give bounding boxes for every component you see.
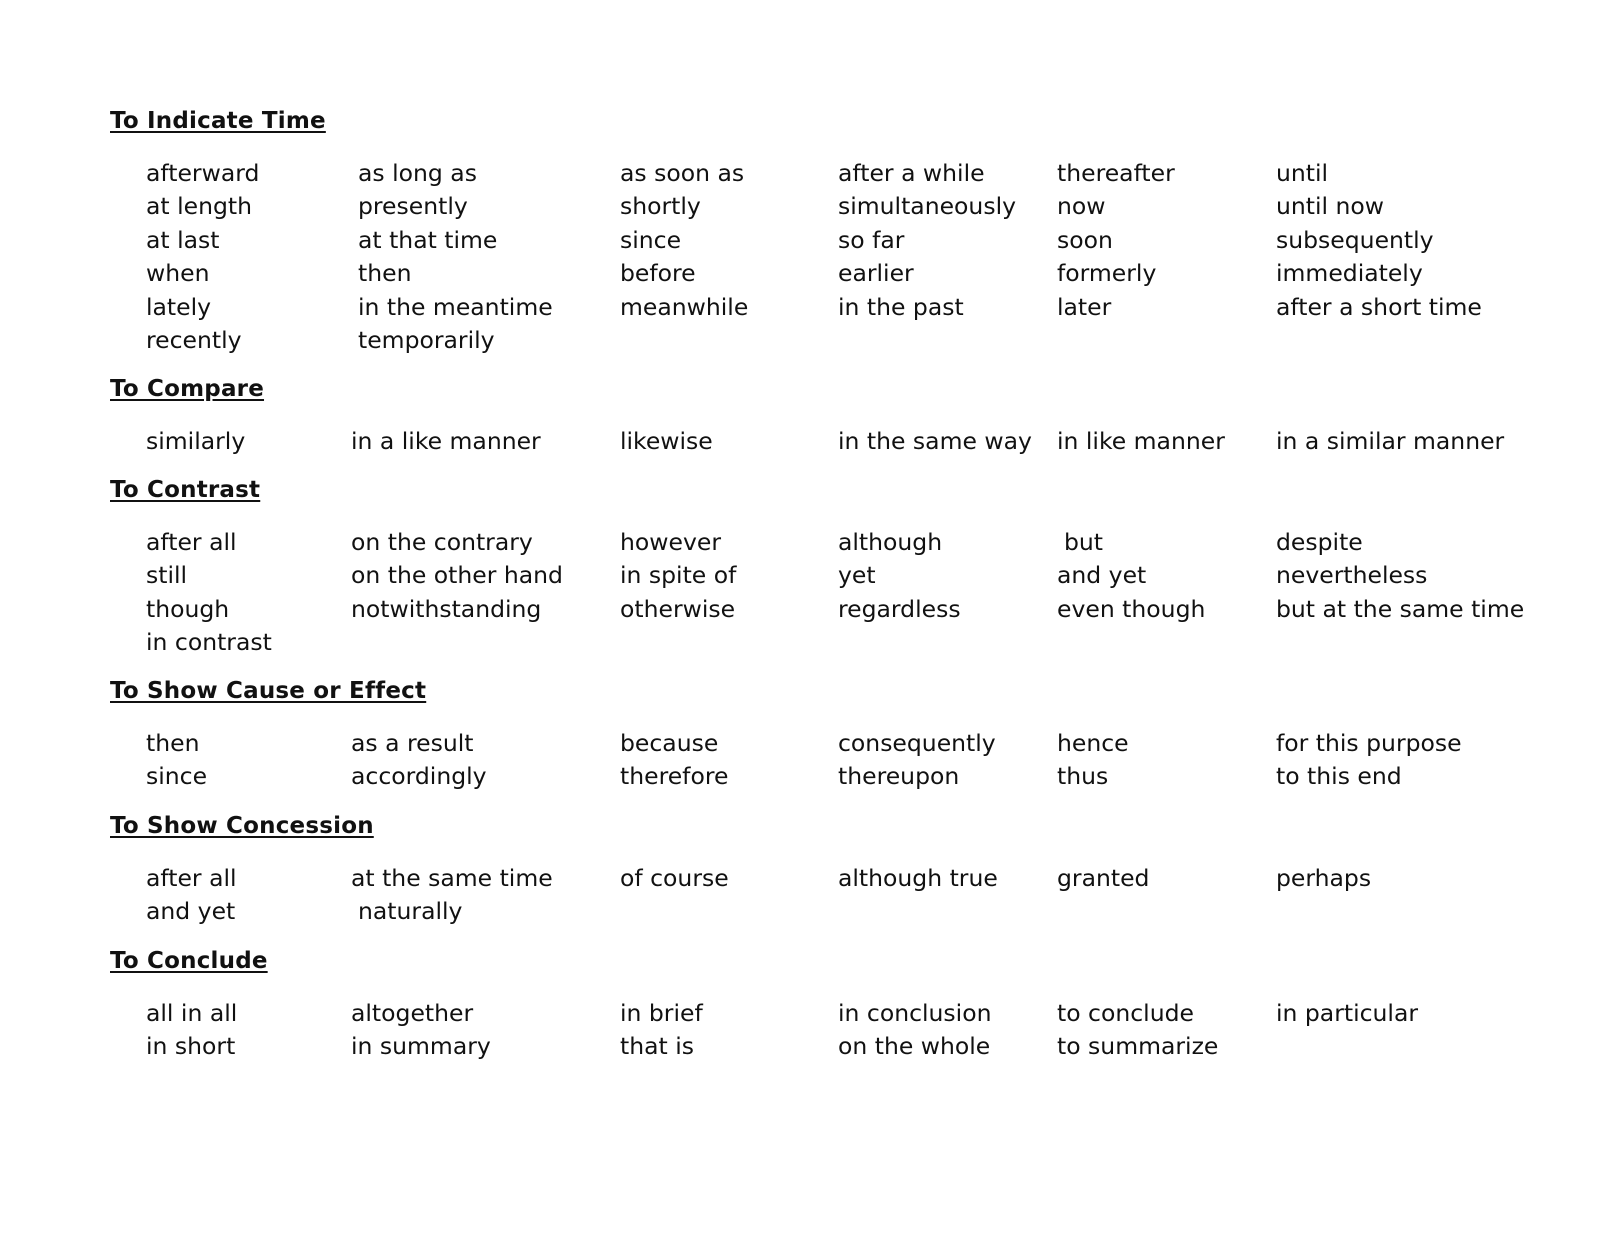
transition-phrase: presently xyxy=(358,192,468,221)
transition-phrase: temporarily xyxy=(358,326,495,354)
phrase-row xyxy=(0,726,1600,760)
section-heading: To Indicate Time xyxy=(110,108,326,134)
phrase-row xyxy=(0,996,1600,1030)
transition-phrase: then xyxy=(358,259,412,288)
transition-phrase: lately xyxy=(146,292,212,321)
transition-phrase: of course xyxy=(620,864,729,892)
transition-phrase: subsequently xyxy=(1276,225,1434,254)
transition-phrase: then xyxy=(146,729,200,757)
transition-phrase: as a result xyxy=(351,729,474,757)
transition-phrase: now xyxy=(1057,192,1106,221)
transition-phrase: at the same time xyxy=(351,864,553,892)
transition-phrase: at that time xyxy=(358,225,498,254)
transition-phrase: yet xyxy=(838,561,876,590)
transition-phrase: so far xyxy=(838,225,905,254)
transition-phrase: immediately xyxy=(1276,259,1423,288)
transition-phrase: simultaneously xyxy=(838,192,1017,221)
transition-phrase: regardless xyxy=(838,594,961,623)
transition-phrase: altogether xyxy=(351,999,474,1027)
transition-phrase: that is xyxy=(620,1032,694,1061)
transition-phrase: thereupon xyxy=(838,762,960,791)
section-heading: To Show Concession xyxy=(110,813,374,839)
transition-phrase: likewise xyxy=(620,427,713,455)
phrase-row xyxy=(0,223,1600,257)
transition-phrase: on the contrary xyxy=(351,528,533,556)
phrase-row xyxy=(0,189,1600,223)
transition-phrase: nevertheless xyxy=(1276,561,1428,590)
transition-phrase: accordingly xyxy=(351,762,487,791)
transition-phrase: since xyxy=(620,225,682,254)
section-heading: To Compare xyxy=(110,376,265,402)
transition-phrase: after a short time xyxy=(1276,292,1482,321)
transition-phrase: naturally xyxy=(358,897,463,926)
transition-phrase: on the other hand xyxy=(351,561,563,590)
transition-phrase: despite xyxy=(1276,528,1363,556)
transition-phrase: shortly xyxy=(620,192,701,221)
transition-phrase: afterward xyxy=(146,159,260,187)
transition-phrase: otherwise xyxy=(620,594,736,623)
transition-phrase: as long as xyxy=(358,159,477,187)
transition-phrase: in spite of xyxy=(620,561,737,590)
transition-phrase: as soon as xyxy=(620,159,745,187)
transition-phrase: to summarize xyxy=(1057,1032,1219,1061)
transition-phrase: in particular xyxy=(1276,999,1419,1027)
transition-phrase: before xyxy=(620,259,696,288)
transition-phrase: in the same way xyxy=(838,427,1032,455)
transition-phrase: in like manner xyxy=(1057,427,1225,455)
transition-phrase: in short xyxy=(146,1032,236,1061)
transition-phrase: at length xyxy=(146,192,252,221)
transition-phrase: and yet xyxy=(1057,561,1147,590)
phrase-row xyxy=(0,290,1600,324)
transition-phrase: although xyxy=(838,528,943,556)
transition-phrase: in contrast xyxy=(146,628,272,657)
transition-phrase: on the whole xyxy=(838,1032,991,1061)
transition-phrase: after all xyxy=(146,528,237,556)
transition-phrase: in conclusion xyxy=(838,999,992,1027)
transition-phrase: after all xyxy=(146,864,237,892)
transition-phrase: perhaps xyxy=(1276,864,1372,892)
transition-phrase: after a while xyxy=(838,159,985,187)
transition-phrase: still xyxy=(146,561,188,590)
transition-phrase: meanwhile xyxy=(620,292,749,321)
transition-phrase: until xyxy=(1276,159,1329,187)
phrase-row xyxy=(0,1029,1600,1063)
transition-phrase: in summary xyxy=(351,1032,491,1061)
transition-phrase: but xyxy=(1064,528,1104,556)
phrase-row xyxy=(0,759,1600,793)
transition-phrase: though xyxy=(146,594,230,623)
transition-phrase: because xyxy=(620,729,719,757)
transition-phrase: thereafter xyxy=(1057,159,1175,187)
transition-phrase: recently xyxy=(146,326,242,354)
transition-phrase: all in all xyxy=(146,999,238,1027)
transition-phrase: earlier xyxy=(838,259,914,288)
transition-phrase: at last xyxy=(146,225,220,254)
transition-phrase: in brief xyxy=(620,999,703,1027)
transition-phrase: formerly xyxy=(1057,259,1157,288)
transition-phrase: notwithstanding xyxy=(351,594,542,623)
transition-phrase: but at the same time xyxy=(1276,594,1525,623)
phrase-row xyxy=(0,424,1600,458)
transition-phrase: when xyxy=(146,259,210,288)
transition-phrase: until now xyxy=(1276,192,1385,221)
transition-phrase: since xyxy=(146,762,208,791)
transition-phrase: later xyxy=(1057,292,1112,321)
transition-phrase: in the past xyxy=(838,292,964,321)
transition-phrase: thus xyxy=(1057,762,1109,791)
phrase-row xyxy=(0,894,1600,928)
transition-phrase: similarly xyxy=(146,427,246,455)
phrase-row xyxy=(0,592,1600,626)
transition-phrase: although true xyxy=(838,864,998,892)
section-heading: To Contrast xyxy=(110,477,261,503)
transition-phrase: hence xyxy=(1057,729,1129,757)
phrase-row xyxy=(0,525,1600,559)
section-heading: To Conclude xyxy=(110,948,268,974)
phrase-row xyxy=(0,256,1600,290)
transition-phrase: and yet xyxy=(146,897,236,926)
transition-phrase: for this purpose xyxy=(1276,729,1462,757)
transition-phrase: consequently xyxy=(838,729,996,757)
transition-phrase: soon xyxy=(1057,225,1113,254)
transition-phrase: in a similar manner xyxy=(1276,427,1505,455)
transition-phrase: in the meantime xyxy=(358,292,553,321)
section-heading: To Show Cause or Effect xyxy=(110,678,427,704)
phrase-row xyxy=(0,861,1600,895)
transition-phrase: therefore xyxy=(620,762,729,791)
transition-phrase: granted xyxy=(1057,864,1150,892)
phrase-row xyxy=(0,323,1600,357)
phrase-row xyxy=(0,156,1600,190)
phrase-row xyxy=(0,558,1600,592)
transition-phrase: to this end xyxy=(1276,762,1402,791)
transition-phrase: to conclude xyxy=(1057,999,1194,1027)
transition-phrase: even though xyxy=(1057,594,1206,623)
transition-phrase: in a like manner xyxy=(351,427,541,455)
transition-phrase: however xyxy=(620,528,721,556)
phrase-row xyxy=(0,625,1600,659)
